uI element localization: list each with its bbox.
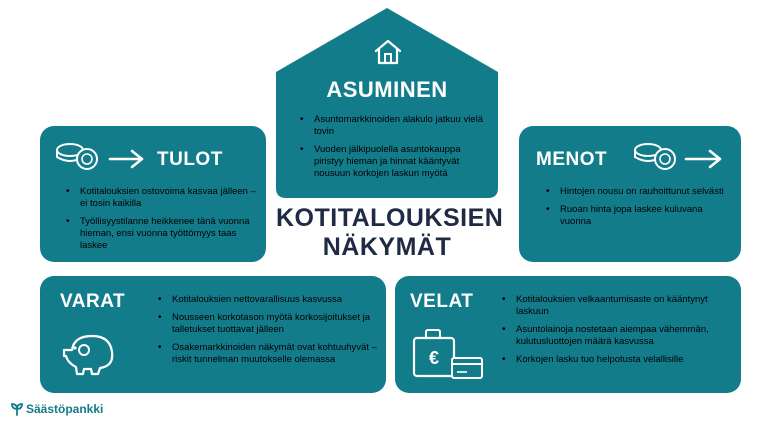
center-title-line1: KOTITALOUKSIEN xyxy=(276,204,504,232)
center-title-line2: NÄKYMÄT xyxy=(322,233,452,261)
menot-title: MENOT xyxy=(536,149,608,170)
center-title xyxy=(276,204,504,262)
asuminen-title: ASUMINEN xyxy=(326,77,448,102)
logo-text: Säästöpankki xyxy=(26,402,104,416)
saastopankki-logo xyxy=(10,402,103,416)
logo-sprout-icon xyxy=(10,402,24,416)
svg-text:€: € xyxy=(428,348,440,368)
velat-list xyxy=(502,294,734,372)
piggy-bank-icon xyxy=(62,330,118,376)
tulot-title: TULOT xyxy=(157,149,223,170)
varat-title: VARAT xyxy=(60,291,126,312)
list-item: • Kotitalouksien nettovarallisuus kasvussa xyxy=(158,294,380,306)
list-item: • Asuntomarkkinoiden alakulo jatkuu vielä tovin xyxy=(300,114,490,138)
wallet-card-icon xyxy=(412,328,486,380)
list-item: • Korkojen lasku tuo helpotusta velallisille xyxy=(502,354,734,366)
arrow-right-icon xyxy=(684,148,724,170)
list-item: • Osakemarkkinoiden näkymät ovat kohtuuhyvät – riskit tunnelman muutokselle olemassa xyxy=(158,342,380,366)
list-item: • Kotitalouksien ostovoima kasvaa jälleen – ei tosin kaikilla xyxy=(66,186,256,210)
list-item: • Työllisyystilanne heikkenee tänä vuonna hieman, ensi vuonna työttömyys taas laskee xyxy=(66,216,256,252)
list-item: • Ruoan hinta jopa laskee kuluvana vuonna xyxy=(546,204,726,228)
arrow-right-icon xyxy=(108,148,146,170)
list-item: • Kotitalouksien velkaantumisaste on kääntynyt laskuun xyxy=(502,294,734,318)
list-item: • Asuntolainoja nostetaan aiempaa vähemmän, kulutusluottojen määrä kasvussa xyxy=(502,324,734,348)
velat-title: VELAT xyxy=(410,291,474,312)
list-item: • Hintojen nousu on rauhoittunut selvästi xyxy=(546,186,726,198)
varat-list xyxy=(158,294,380,372)
house-icon xyxy=(373,38,403,66)
coins-icon xyxy=(632,140,680,174)
list-item: • Nousseen korkotason myötä korkosijoitukset ja talletukset tuottavat jälleen xyxy=(158,312,380,336)
menot-list xyxy=(546,186,726,234)
asuminen-list xyxy=(300,114,490,186)
list-item: • Vuoden jälkipuolella asuntokauppa piristyy hieman ja hinnat kääntyvät nousuun korkojen laskun myötä xyxy=(300,144,490,180)
coins-icon xyxy=(54,140,102,174)
tulot-list xyxy=(66,186,256,258)
